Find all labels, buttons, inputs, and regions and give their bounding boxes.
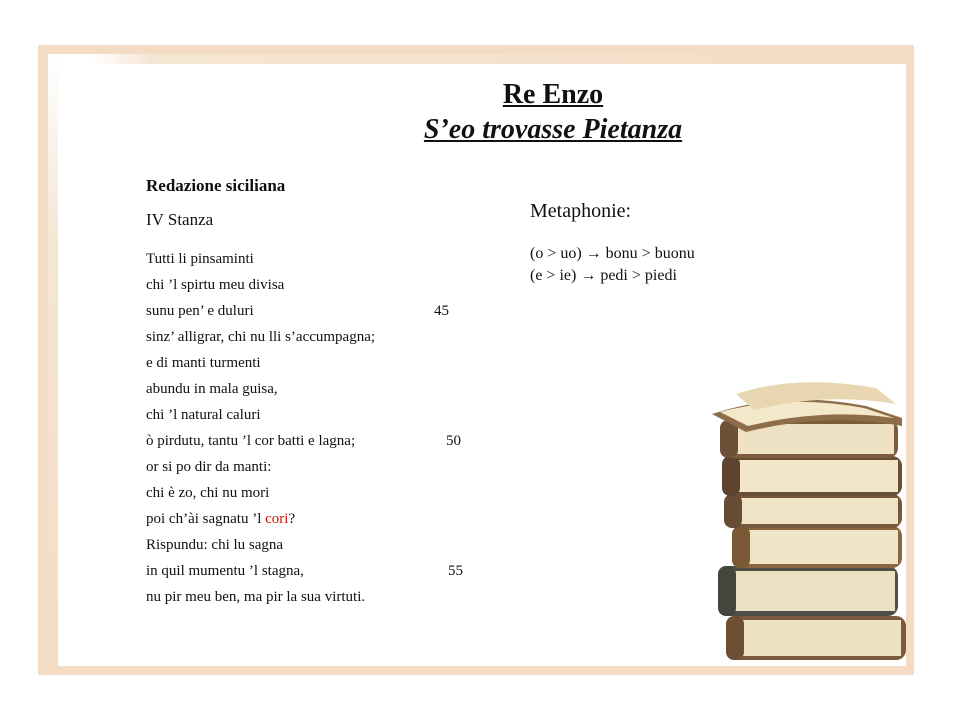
poem-line: e di manti turmenti <box>146 355 261 371</box>
poem-line: in quil mumentu ’l stagna, 55 <box>146 558 526 584</box>
section-heading: Redazione siciliana <box>146 176 286 195</box>
poem-column <box>146 176 526 610</box>
poem-line: sinz’ alligrar, chi nu lli s’accumpagna; <box>146 329 376 345</box>
stanza-label: IV Stanza <box>146 210 214 229</box>
poem-line: abundu in mala guisa, <box>146 381 278 397</box>
stacked-books-illustration <box>706 354 906 666</box>
metaphonie-column <box>530 200 695 287</box>
highlighted-word: cori <box>265 511 289 527</box>
poem-line: nu pir meu ben, ma pir la sua virtuti. <box>146 589 366 605</box>
line-number: 55 <box>448 563 463 579</box>
line-number: 50 <box>446 433 461 449</box>
poem-line: chi ’l spirtu meu divisa <box>146 277 285 293</box>
poem-line: ò pirdutu, tantu ’l cor batti e lagna; 50 <box>146 428 526 454</box>
metaphonie-heading: Metaphonie: <box>530 200 632 222</box>
poem-line: sunu pen’ e duluri 45 <box>146 298 526 324</box>
poem-line: or si po dir da manti: <box>146 459 272 475</box>
poem-line: Tutti li pinsaminti <box>146 251 254 267</box>
book-icon <box>712 382 906 660</box>
metaphonie-rule: (o > uo) → bonu > buonu <box>530 245 695 262</box>
poem-line: chi ’l natural caluri <box>146 407 261 423</box>
slide-subtitle: S’eo trovasse Pietanza <box>423 114 683 145</box>
slide <box>48 54 906 666</box>
poem-line: Rispundu: chi lu sagna <box>146 537 284 553</box>
decorative-top-bar <box>48 54 906 64</box>
slide-title: Re Enzo <box>502 79 604 110</box>
poem-line: poi ch’ài sagnatu ’l cori? <box>146 511 296 527</box>
metaphonie-rule: (e > ie) → pedi > piedi <box>530 267 677 284</box>
line-number: 45 <box>434 303 449 319</box>
poem-text <box>146 246 526 610</box>
poem-line: chi è zo, chi nu mori <box>146 485 270 501</box>
